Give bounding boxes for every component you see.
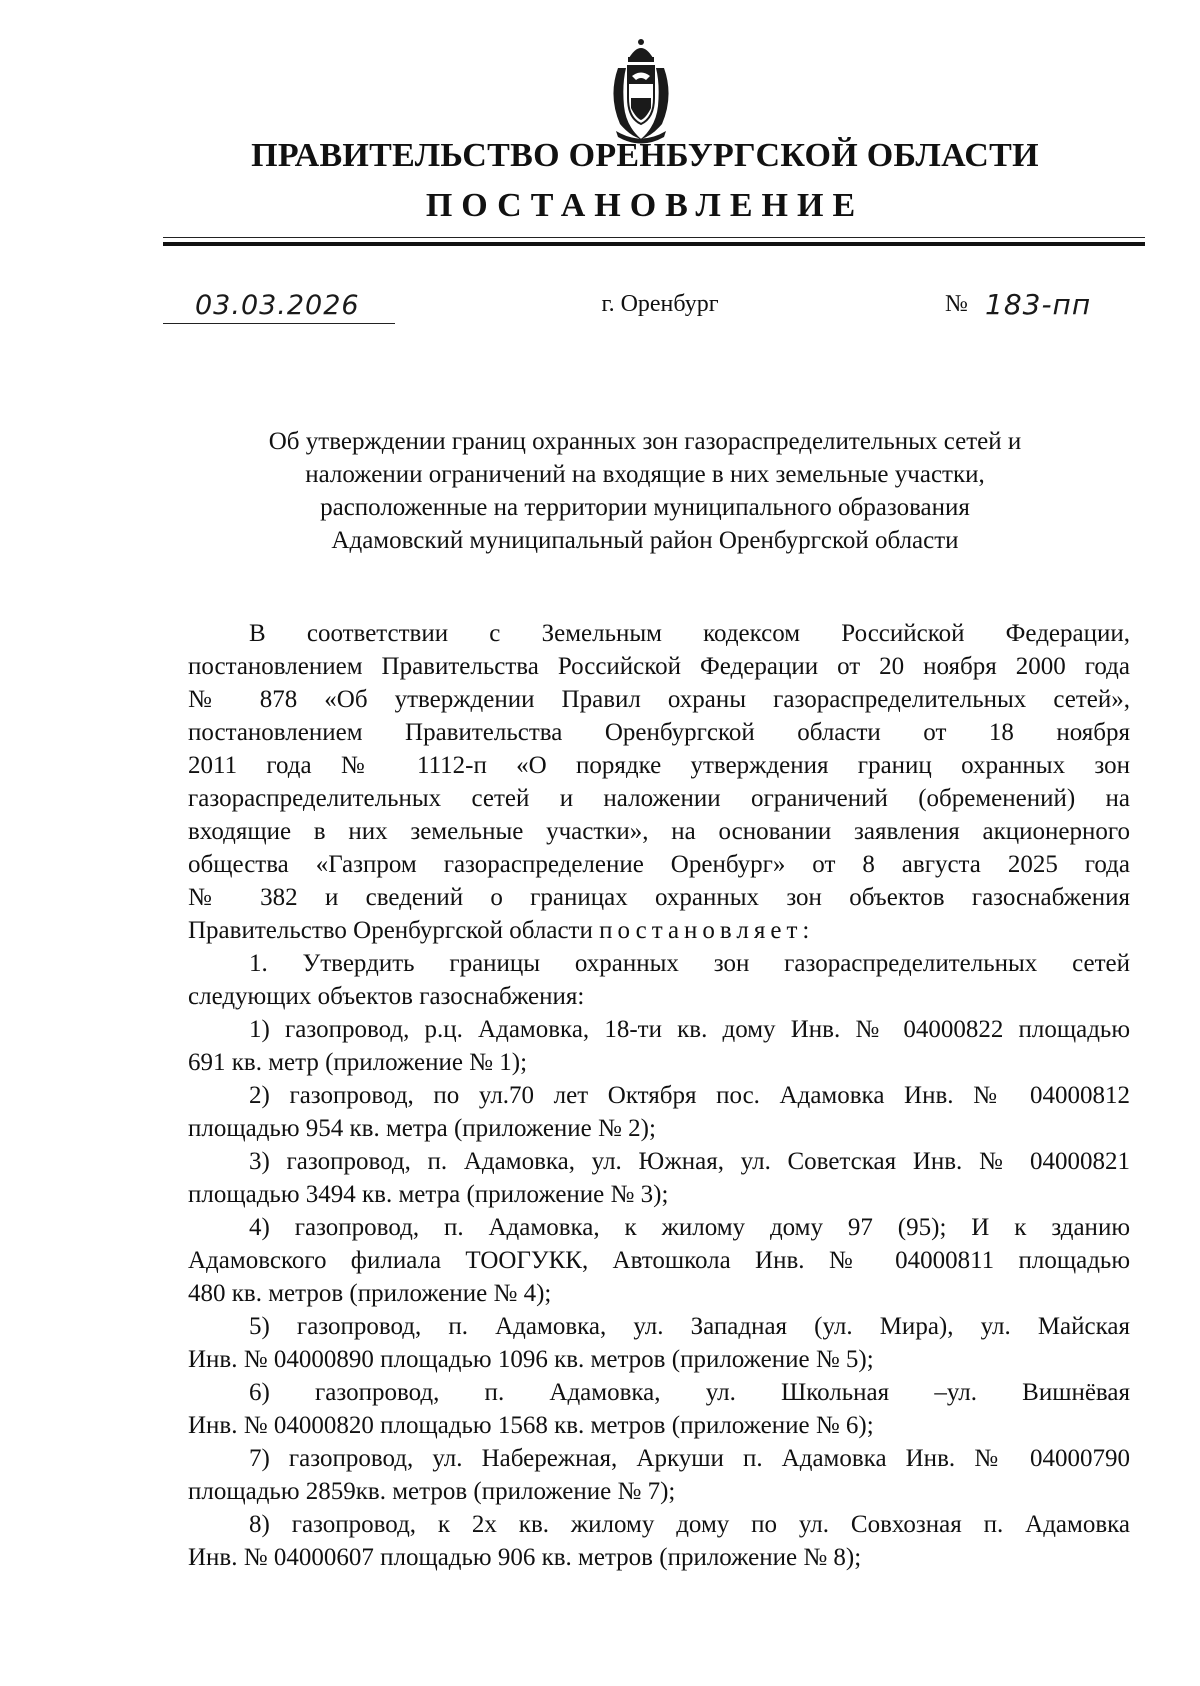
title-line: Адамовский муниципальный район Оренбургской области (331, 527, 959, 554)
document-number: 183-пп (985, 288, 1092, 321)
text-line: входящие в них земельные участки», на основании заявления акционерного (188, 818, 1130, 845)
text-line: 8) газопровод, к 2х кв. жилому дому по ул. Совхозная п. Адамовка (249, 1511, 1130, 1538)
text-line: 5) газопровод, п. Адамовка, ул. Западная (ул. Мира), ул. Майская (249, 1313, 1130, 1340)
text-line: № 382 и сведений о границах охранных зон объектов газоснабжения (188, 884, 1130, 911)
text-line: 2) газопровод, по ул.70 лет Октября пос. Адамовка Инв. № 04000812 (249, 1082, 1130, 1109)
item-paragraph (188, 1079, 1130, 1145)
preamble-paragraph (188, 617, 1130, 947)
item-paragraph (188, 1145, 1130, 1211)
document-type: ПОСТАНОВЛЕНИЕ (425, 187, 865, 224)
document-city: г. Оренбург (601, 291, 719, 317)
document-date-field (163, 290, 395, 324)
text-line: 3) газопровод, п. Адамовка, ул. Южная, ул. Советская Инв. № 04000821 (249, 1148, 1130, 1175)
header-divider-thin (163, 237, 1145, 238)
number-sign: № (945, 291, 968, 317)
text-line-final: площадью 3494 кв. метра (приложение № 3); (188, 1181, 669, 1208)
text-line: В соответствии с Земельным кодексом Российской Федерации, (249, 620, 1130, 647)
text-line: 7) газопровод, ул. Набережная, Аркуши п. Адамовка Инв. № 04000790 (249, 1445, 1130, 1472)
text-line: газораспределительных сетей и наложении ограничений (обременений) на (188, 785, 1130, 812)
title-line: Об утверждении границ охранных зон газораспределительных сетей и (268, 428, 1022, 455)
text-line: Адамовского филиала ТООГУКК, Автошкола Инв. № 04000811 площадью (188, 1247, 1130, 1274)
title-line: наложении ограничений на входящие в них земельные участки, (305, 461, 985, 488)
organization-name: ПРАВИТЕЛЬСТВО ОРЕНБУРГСКОЙ ОБЛАСТИ (251, 137, 1039, 174)
document-number-field (945, 288, 1105, 324)
text-line: общества «Газпром газораспределение Оренбург» от 8 августа 2025 года (188, 851, 1130, 878)
text-line-final: Инв. № 04000820 площадью 1568 кв. метров (приложение № 6); (188, 1412, 874, 1439)
text-line-final: площадью 2859кв. метров (приложение № 7); (188, 1478, 676, 1505)
text-line: № 878 «Об утверждении Правил охраны газораспределительных сетей», (188, 686, 1130, 713)
item-paragraph (188, 1442, 1130, 1508)
document-date: 03.03.2026 (195, 290, 360, 321)
text-line: постановлением Правительства Оренбургской области от 18 ноября (188, 719, 1130, 746)
item-paragraph (188, 1508, 1130, 1574)
document-body (188, 617, 1130, 1574)
text-line: 4) газопровод, п. Адамовка, к жилому дому 97 (95); И к зданию (249, 1214, 1130, 1241)
text-line-final (188, 914, 1130, 947)
resolution-prefix: Правительство Оренбургской области (188, 917, 600, 944)
item-paragraph (188, 1211, 1130, 1310)
text-line-final: Инв. № 04000890 площадью 1096 кв. метров (приложение № 5); (188, 1346, 874, 1373)
header-divider-thick (163, 242, 1145, 246)
item-paragraph (188, 1310, 1130, 1376)
document-title (150, 425, 1140, 557)
text-line-final: Инв. № 04000607 площадью 906 кв. метров (приложение № 8); (188, 1544, 862, 1571)
date-underline (163, 323, 395, 324)
item-paragraph (188, 1376, 1130, 1442)
text-line-final: следующих объектов газоснабжения: (188, 983, 585, 1010)
text-line: 6) газопровод, п. Адамовка, ул. Школьная –ул. Вишнёвая (249, 1379, 1130, 1406)
text-line-final: 480 кв. метров (приложение № 4); (188, 1280, 552, 1307)
item-paragraph (188, 947, 1130, 1013)
title-line: расположенные на территории муниципального образования (320, 494, 970, 521)
text-line-final: 691 кв. метр (приложение № 1); (188, 1049, 528, 1076)
resolution-verb: постановляет: (599, 917, 815, 944)
text-line: постановлением Правительства Российской Федерации от 20 ноября 2000 года (188, 653, 1130, 680)
text-line-final: площадью 954 кв. метра (приложение № 2); (188, 1115, 656, 1142)
oren-coat-of-arms-icon (606, 36, 676, 144)
text-line: 1. Утвердить границы охранных зон газораспределительных сетей (249, 950, 1130, 977)
text-line: 1) газопровод, р.ц. Адамовка, 18-ти кв. дому Инв. № 04000822 площадью (249, 1016, 1130, 1043)
item-paragraph (188, 1013, 1130, 1079)
text-line: 2011 года № 1112-п «О порядке утверждения границ охранных зон (188, 752, 1130, 779)
